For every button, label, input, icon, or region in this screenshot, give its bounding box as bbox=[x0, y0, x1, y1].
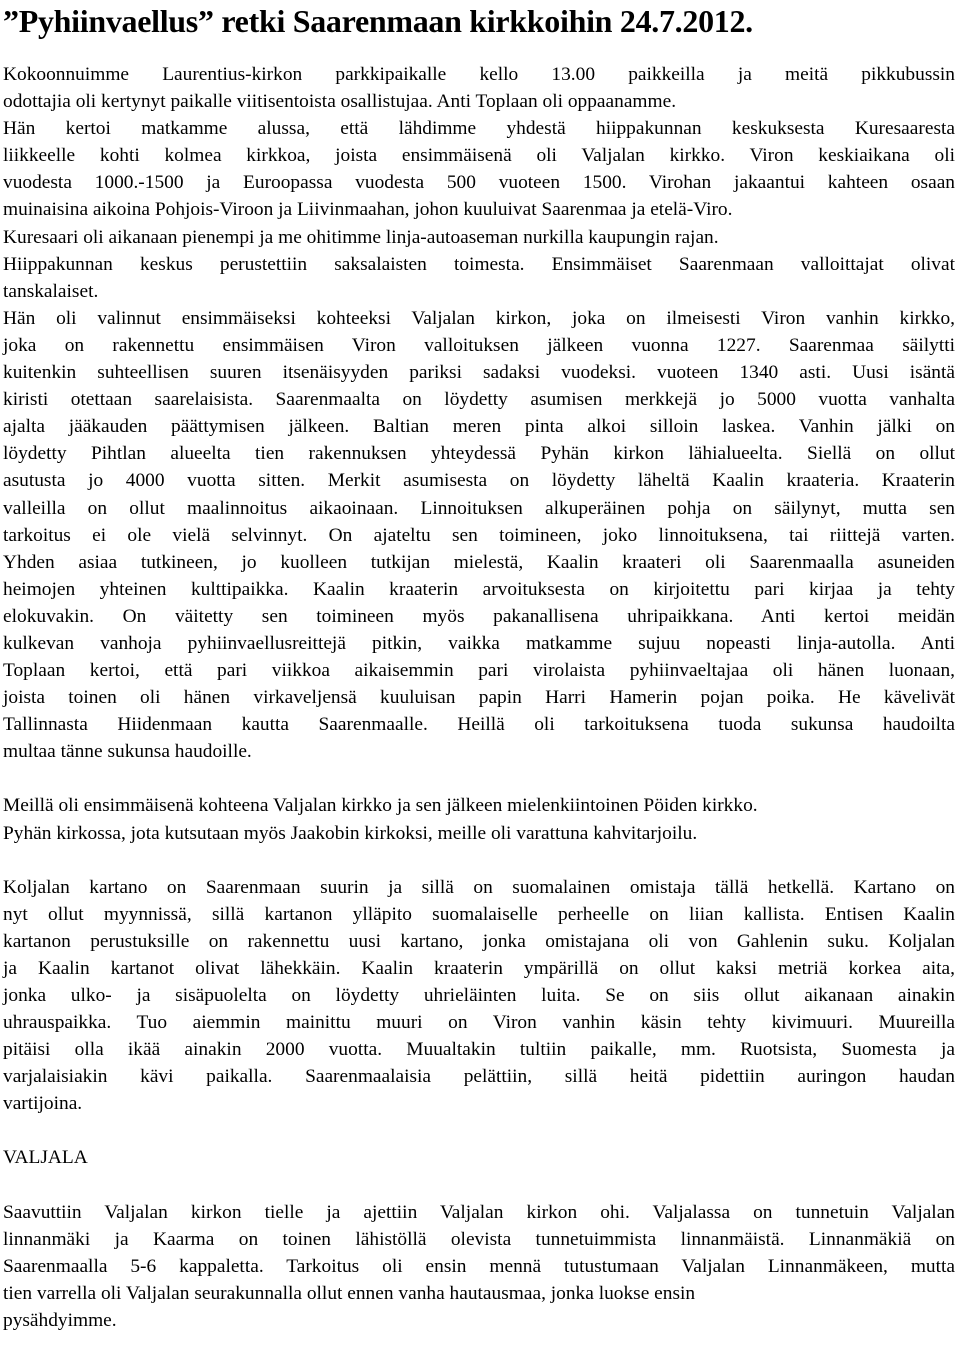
text-line: Kokoonnuimme Laurentius-kirkon parkkipaikalle kello 13.00 paikkeilla ja meitä pikkubussin bbox=[3, 64, 955, 85]
text-line: elokuvakin. On väitetty sen toimineen myös pakanallisena uhripaikkana. Anti kertoi meidän bbox=[3, 605, 955, 627]
text-line: joka on rakennettu ensimmäisen Viron valloituksen jälkeen vuonna 1227. Saarenmaa säilytti bbox=[3, 334, 955, 356]
text-line: jonka ulko- ja sisäpuolelta on löydetty uhrieläinten luita. Se on siis ollut aikanaan ainakin bbox=[3, 985, 955, 1006]
document-body bbox=[3, 61, 955, 1334]
text-line: pitäisi olla ikää ainakin 2000 vuotta. Muualtakin tultiin paikalle, mm. Ruotsista, Suomesta ja bbox=[3, 1039, 955, 1061]
document-page bbox=[3, 0, 955, 1334]
section-heading bbox=[3, 1144, 955, 1171]
text-line: kiristi otettaan saarelaisista. Saarenmaalta on löydetty asumisen merkkejä jo 5000 vuotta vanhalta bbox=[3, 389, 955, 411]
text-line: Hän kertoi matkamme alussa, että lähdimme yhdestä hiippakunnan keskuksesta Kuresaaresta bbox=[3, 118, 955, 140]
paragraph bbox=[3, 874, 955, 1118]
text-line: Hän oli valinnut ensimmäiseksi kohteeksi Valjalan kirkon, joka on ilmeisesti Viron vanhin kirkko, bbox=[3, 307, 955, 329]
text-line: tanskalaiset. bbox=[3, 280, 99, 302]
text-line: tarkoitus ei ole vielä selvinnyt. On ajateltu sen toimineen, joko linnoituksena, tai riittejä varten. bbox=[3, 524, 955, 546]
text-line: tien varrella oli Valjalan seurakunnalla ollut ennen vanha hautausmaa, jonka luokse ensin bbox=[3, 1282, 696, 1304]
text-line: Saavuttiin Valjalan kirkon tielle ja ajettiin Valjalan kirkon ohi. Valjalassa on tunnetuin Valjalan bbox=[3, 1201, 955, 1223]
text-line: odottajia oli kertynyt paikalle viitisentoista osallistujaa. Anti Toplaan oli oppaanamme. bbox=[3, 91, 677, 113]
text-line: Tallinnasta Hiidenmaan kautta Saarenmaalle. Heillä oli tarkoituksena tuoda sukunsa haudoilta bbox=[3, 714, 955, 736]
text-line: multaa tänne sukunsa haudoille. bbox=[3, 741, 252, 763]
text-line: Saarenmaalla 5-6 kappaletta. Tarkoitus oli ensin mennä tutustumaan Valjalan Linnanmäkeen, mutta bbox=[3, 1255, 955, 1277]
text-line: Toplaan kertoi, että pari viikkoa aikaisemmin pari virolaista pyhiinvaeltajaa oli hänen luonaan, bbox=[3, 660, 955, 682]
text-line: heimojen yhteinen kulttipaikka. Kaalin kraaterin arvoituksesta on kirjoitettu pari kirjaa ja tehty bbox=[3, 578, 955, 600]
text-line: liikkeelle kohti kolmea kirkkoa, joista ensimmäisenä oli Valjalan kirkko. Viron keskiaikana oli bbox=[3, 145, 955, 167]
text-line: Kuresaari oli aikanaan pienempi ja me ohitimme linja-autoaseman nurkilla kaupungin rajan. bbox=[3, 226, 719, 248]
text-line: Koljalan kartano on Saarenmaan suurin ja sillä on suomalainen omistaja tällä hetkellä. Kartano on bbox=[3, 876, 955, 898]
paragraph bbox=[3, 61, 955, 765]
text-line: Hiippakunnan keskus perustettiin saksalaisten toimesta. Ensimmäiset Saarenmaan valloittajat olivat bbox=[3, 253, 955, 275]
text-line: kulkevan vanhoja pyhiinvaellusreittejä pitkin, vaikka matkamme sujuu nopeasti linja-autolla. Anti bbox=[3, 632, 955, 654]
text-line: kartanon perustuksille on rakennettu uusi kartano, jonka omistajana oli von Gahlenin suku. Koljalan bbox=[3, 930, 955, 952]
text-line: linnanmäki ja Kaarma on toinen lähistöllä olevista tunnetuimmista linnanmäistä. Linnanmäkiä on bbox=[3, 1228, 955, 1250]
text-line: vartijoina. bbox=[3, 1093, 83, 1115]
text-line: uhrauspaikka. Tuo aiemmin mainittu muuri on Viron vanhin käsin tehty kivimuuri. Muureilla bbox=[3, 1012, 955, 1034]
text-line: VALJALA bbox=[3, 1147, 88, 1169]
paragraph bbox=[3, 1199, 955, 1334]
text-line: muinaisina aikoina Pohjois-Viroon ja Liivinmaahan, johon kuuluivat Saarenmaa ja etelä-Viro. bbox=[3, 199, 733, 221]
paragraph bbox=[3, 792, 955, 846]
text-line: kuitenkin suhteellisen suuren itsenäisyyden pariksi sadaksi vuodeksi. vuoteen 1340 asti. Uusi isäntä bbox=[3, 362, 955, 384]
text-line: ja Kaalin kartanot olivat lähekkäin. Kaalin kraaterin ympärillä on ollut kaksi metriä korkea aita, bbox=[3, 957, 955, 979]
text-line: pysähdyimme. bbox=[3, 1309, 117, 1331]
document-title: ”Pyhiinvaellus” retki Saarenmaan kirkkoihin 24.7.2012. bbox=[3, 3, 753, 39]
text-line: Yhden asiaa tutkineen, jo kuolleen tutkijan mielestä, Kaalin kraateri oli Saarenmaalla asuneiden bbox=[3, 551, 955, 573]
text-line: Meillä oli ensimmäisenä kohteena Valjalan kirkko ja sen jälkeen mielenkiintoinen Pöiden kirkko. bbox=[3, 795, 758, 817]
text-line: Pyhän kirkossa, jota kutsutaan myös Jaakobin kirkoksi, meille oli varattuna kahvitarjoilu. bbox=[3, 822, 698, 844]
text-line: joista toinen oli hänen virkaveljensä kuuluisan papin Harri Hamerin pojan poika. He kävelivät bbox=[3, 687, 955, 709]
text-line: asutusta jo 4000 vuotta sitten. Merkit asumisesta on löydetty läheltä Kaalin kraateria. Kraaterin bbox=[3, 470, 955, 492]
text-line: löydetty Pihtlan alueelta tien rakennuksen yhteydessä Pyhän kirkon lähialueelta. Siellä on ollut bbox=[3, 443, 955, 465]
text-line: ajalta jääkauden päättymisen jälkeen. Baltian meren pinta alkoi silloin laskea. Vanhin jälki on bbox=[3, 416, 955, 438]
text-line: vuodesta 1000.-1500 ja Euroopassa vuodesta 500 vuoteen 1500. Virohan jakaantui kahteen osaan bbox=[3, 172, 955, 194]
text-line: varjalaisiakin kävi paikalla. Saarenmaalaisia pelättiin, sillä heitä pidettiin auringon haudan bbox=[3, 1066, 955, 1088]
text-line: valleilla on ollut maalinnoitus aikaoinaan. Linnoituksen alkuperäinen pohja on säilynyt, mutta sen bbox=[3, 497, 955, 519]
text-line: nyt ollut myynnissä, sillä kartanon ylläpito suomalaiselle perheelle on liian kallista. Entisen Kaalin bbox=[3, 903, 955, 925]
